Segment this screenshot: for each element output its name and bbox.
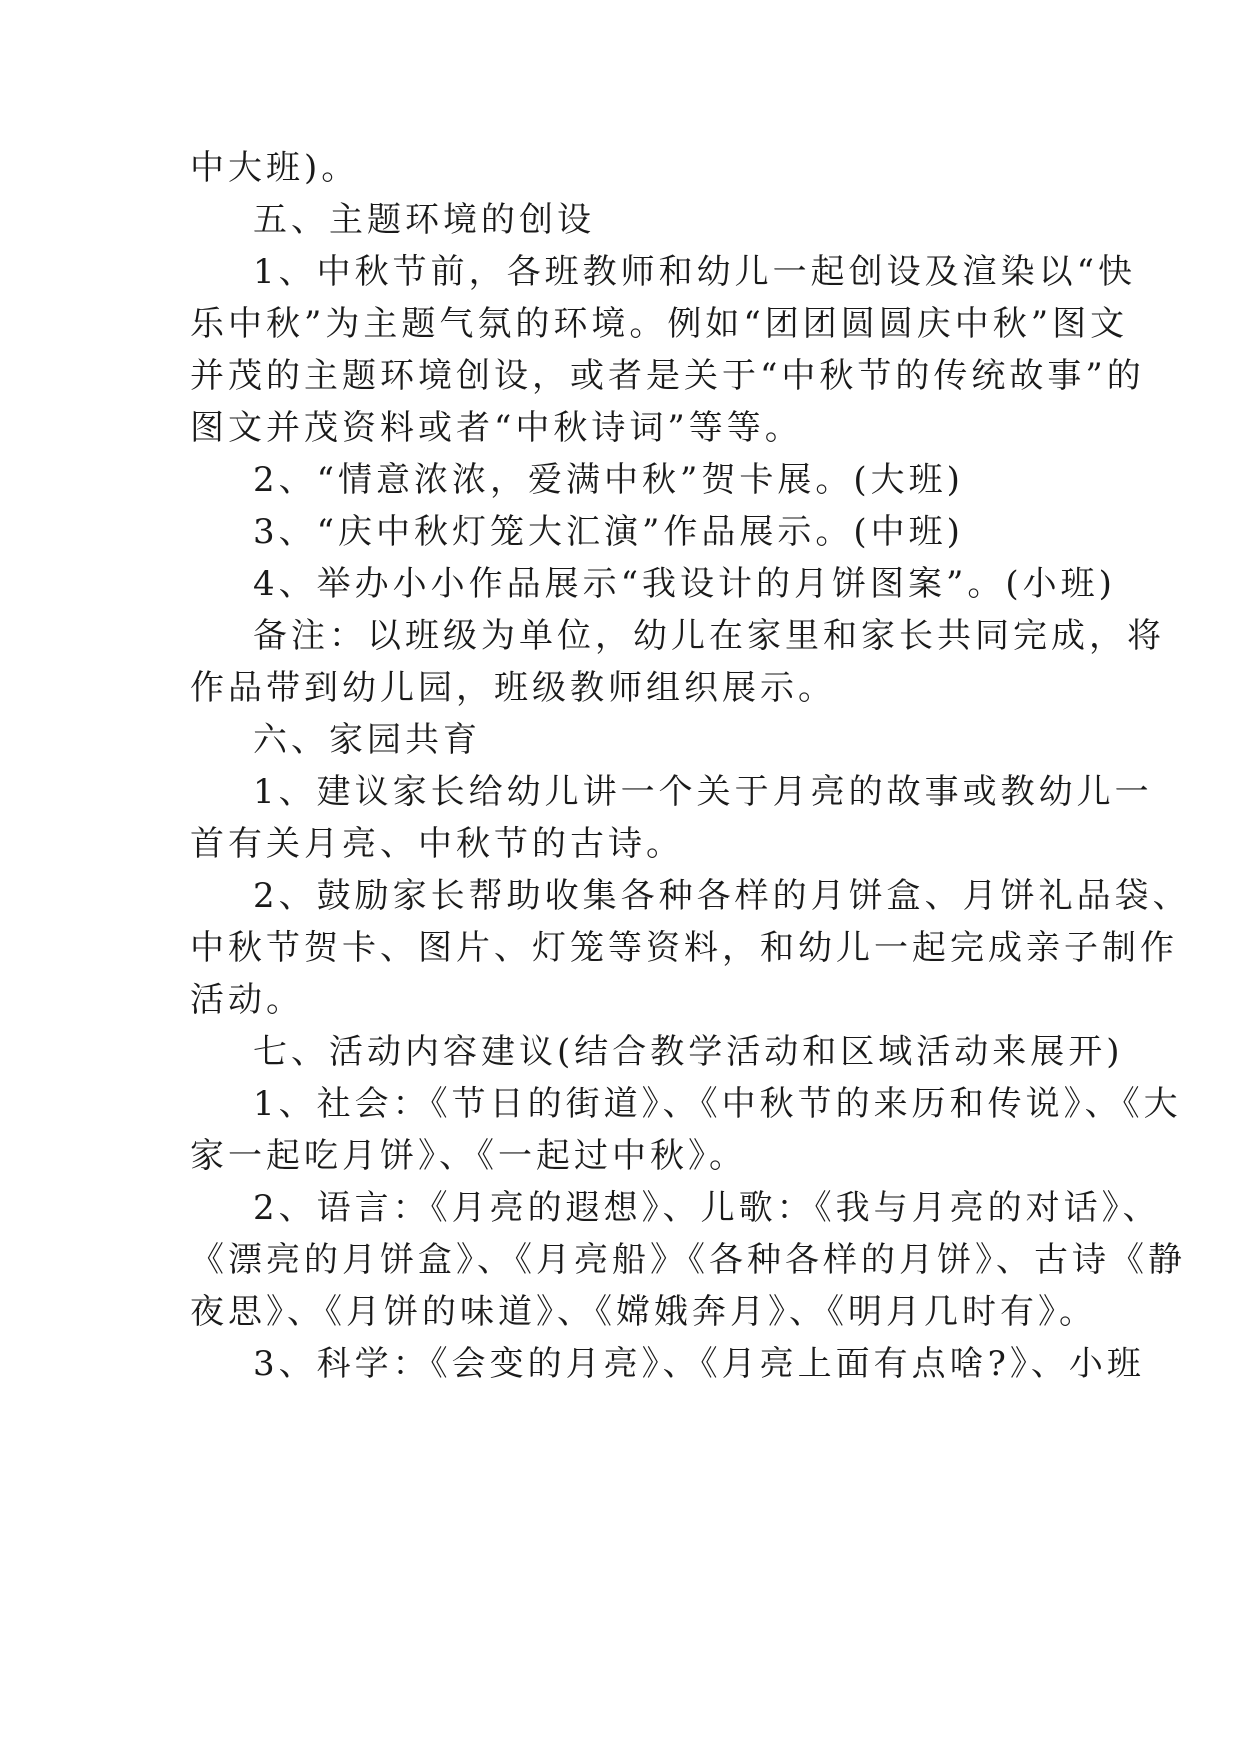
text-line: 活动。	[190, 980, 304, 1020]
text-line: 2、语言：《月亮的遐想》、儿歌：《我与月亮的对话》、	[253, 1188, 1161, 1228]
text-line: 4、举办小小作品展示“我设计的月饼图案”。(小班)	[253, 564, 1116, 604]
text-line: 作品带到幼儿园，班级教师组织展示。	[190, 668, 836, 708]
section-heading: 七、活动内容建议(结合教学活动和区域活动来展开)	[253, 1032, 1124, 1072]
section-heading: 五、主题环境的创设	[253, 200, 595, 240]
section-heading: 六、家园共育	[253, 720, 481, 760]
text-line: 3、科学：《会变的月亮》、《月亮上面有点啥?》、小班	[253, 1344, 1145, 1384]
text-line: 3、“庆中秋灯笼大汇演”作品展示。(中班)	[253, 512, 964, 552]
text-line: 中秋节贺卡、图片、灯笼等资料，和幼儿一起完成亲子制作	[190, 928, 1178, 968]
text-line: 《漂亮的月饼盒》、《月亮船》《各种各样的月饼》、古诗《静	[190, 1240, 1186, 1280]
text-line: 乐中秋”为主题气氛的环境。例如“团团圆圆庆中秋”图文	[190, 304, 1129, 344]
text-line: 并茂的主题环境创设，或者是关于“中秋节的传统故事”的	[190, 356, 1145, 396]
text-line: 首有关月亮、中秋节的古诗。	[190, 824, 684, 864]
text-line: 中大班)。	[190, 148, 360, 188]
text-line: 夜思》、《月饼的味道》、《嫦娥奔月》、《明月几时有》。	[190, 1292, 1097, 1332]
text-line: 2、鼓励家长帮助收集各种各样的月饼盒、月饼礼品袋、	[253, 876, 1191, 916]
text-line: 1、中秋节前，各班教师和幼儿一起创设及渲染以“快	[253, 252, 1137, 292]
text-line: 备注：以班级为单位，幼儿在家里和家长共同完成，将	[253, 616, 1165, 656]
text-line: 家一起吃月饼》、《一起过中秋》。	[190, 1136, 747, 1176]
text-line: 1、社会：《节日的街道》、《中秋节的来历和传说》、《大	[253, 1084, 1182, 1124]
text-line: 1、建议家长给幼儿讲一个关于月亮的故事或教幼儿一	[253, 772, 1153, 812]
text-line: 图文并茂资料或者“中秋诗词”等等。	[190, 408, 803, 448]
text-line: 2、“情意浓浓，爱满中秋”贺卡展。(大班)	[253, 460, 964, 500]
